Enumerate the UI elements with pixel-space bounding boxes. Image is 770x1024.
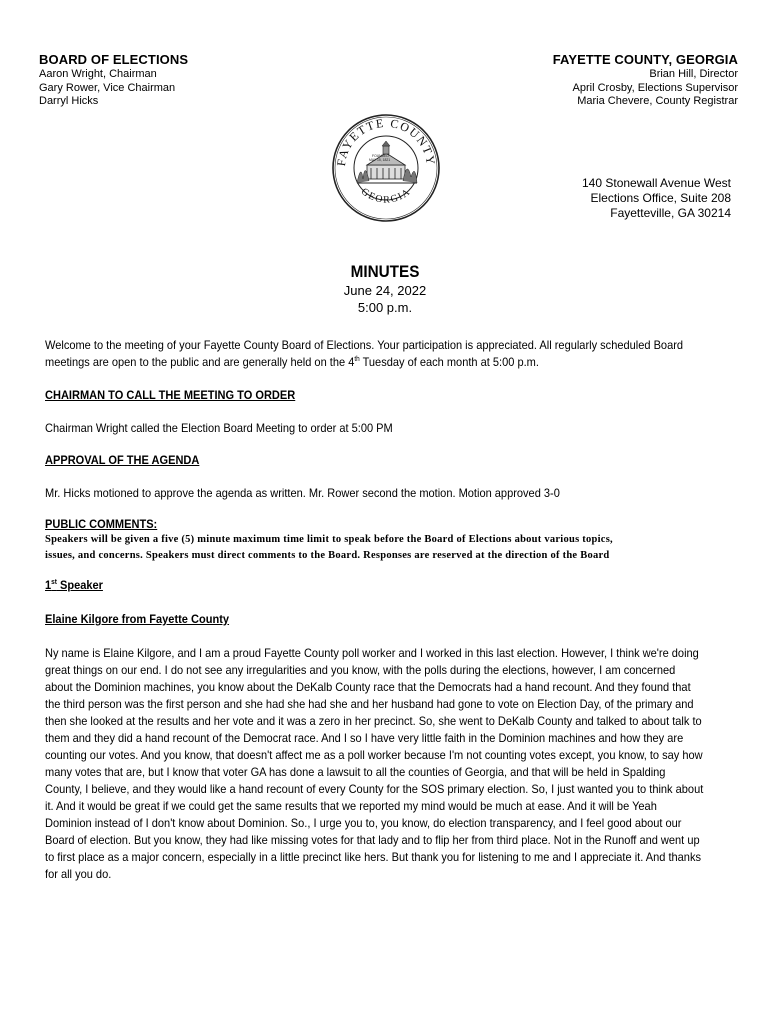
courthouse-icon	[357, 141, 417, 183]
call-to-order-text-wrap	[45, 420, 423, 437]
public-comments-section	[45, 516, 613, 564]
board-member: Darryl Hicks	[39, 95, 99, 107]
welcome-line	[45, 354, 715, 371]
office-address	[582, 176, 731, 221]
seal-top-text: FAYETTE COUNTY	[333, 115, 439, 167]
board-header	[39, 52, 188, 109]
document-title: MINUTES	[350, 262, 420, 281]
meeting-date: June 24, 2022	[343, 283, 427, 298]
section-heading: PUBLIC COMMENTS:	[45, 517, 158, 531]
speaker-name: Elaine Kilgore from Fayette County	[45, 612, 230, 626]
seal-bottom-text: GEORGIA	[358, 186, 414, 206]
speaker-comment	[45, 645, 715, 883]
comment-line: about the Dominion machines, you know about the DeKalb County race that the Democrats had a hand recount. And they found that	[45, 680, 691, 694]
comment-line: Board of election. But you know, they had like missing votes for that lady and to flip her from third place. Not in the Runoff and went up	[45, 833, 700, 847]
welcome-line: Welcome to the meeting of your Fayette County Board of Elections. Your participation is appreciated. All regularly scheduled Board	[45, 338, 684, 352]
comment-line: Dominion instead of I don't know about Dominion. So., I urge you to, you know, do election transparency, and I feel good about our	[45, 816, 682, 830]
section-heading: CHAIRMAN TO CALL THE MEETING TO ORDER	[45, 388, 296, 402]
board-member-vice-chairman: Gary Rower, Vice Chairman	[39, 81, 176, 94]
seal-founded-date: MAY 15, 1821	[369, 158, 391, 162]
comment-line: for all you do.	[45, 867, 112, 881]
speaker-name-section	[45, 611, 245, 628]
comment-line: it. And it would be great if we could get the same results that we reported my mind would be much at ease. And it will be Yeah	[45, 799, 657, 813]
address-city: Fayetteville, GA 30214	[610, 206, 731, 220]
ordinal-suffix: st	[51, 579, 57, 586]
staff-registrar: Maria Chevere, County Registrar	[577, 95, 738, 107]
staff-supervisor: April Crosby, Elections Supervisor	[572, 81, 738, 94]
county-title: FAYETTE COUNTY, GEORGIA	[552, 52, 738, 67]
call-to-order-text: Chairman Wright called the Election Board Meeting to order at 5:00 PM	[45, 421, 393, 435]
speaker-number	[45, 577, 108, 594]
document-title-block	[0, 262, 770, 316]
comment-line: them and they did a hand recount of the Democrat race. And I so I have very little faith in the Dominion machines and how they are	[45, 731, 684, 745]
staff-director: Brian Hill, Director	[649, 68, 738, 80]
board-title: BOARD OF ELECTIONS	[39, 52, 189, 67]
public-comments-note: issues, and concerns. Speakers must direct comments to the Board. Responses are reserved at the direction of the Board	[45, 550, 610, 561]
comment-line: great things on our end. I do not see any irregularities and you know, with the polls during the elections, however, I am concerned	[45, 663, 676, 677]
agenda-text: Mr. Hicks motioned to approve the agenda as written. Mr. Rower second the motion. Motion approved 3-0	[45, 486, 560, 500]
county-seal	[331, 113, 441, 223]
comment-line: Ny name is Elaine Kilgore, and I am a proud Fayette County poll worker and I worked in this last election. However, I think we're doing	[45, 646, 699, 660]
speaker-ordinal: 1	[45, 578, 52, 592]
comment-line: the third person was the first person and she had she had she and her husband had gone to vote on Election Day, of the primary and	[45, 697, 694, 711]
county-header	[553, 52, 738, 109]
comment-line: County, I believe, and they would like a hand recount of every County for the SOS primary election. So, I just wanted you to think about	[45, 782, 704, 796]
meeting-time: 5:00 p.m.	[357, 300, 413, 315]
comment-line: then she looked at the results and her vote and it was a zero in her precinct. So, she went to DeKalb County and talked to about talk to	[45, 714, 702, 728]
address-street: 140 Stonewall Avenue West	[582, 176, 731, 190]
speaker-heading	[45, 577, 108, 594]
ordinal-suffix: th	[354, 356, 360, 363]
board-member-chairman: Aaron Wright, Chairman	[39, 68, 157, 80]
welcome-text: meetings are open to the public and are generally held on the 4	[45, 355, 355, 369]
agenda-section	[45, 452, 213, 469]
comment-line: many votes that are, but I know that voter GA has done a lawsuit to all the counties of Georgia, and that will be held in Spalding	[45, 765, 666, 779]
speaker-label: Speaker	[56, 578, 103, 592]
svg-text:GEORGIA	[359, 186, 413, 206]
seal-founded-text: FOUNDED	[372, 154, 389, 158]
address-suite: Elections Office, Suite 208	[590, 191, 731, 205]
agenda-text-wrap	[45, 485, 605, 502]
comment-line: counting our votes. And you know, that doesn't affect me as a poll worker because I'm not counting votes except, you know, to say how	[45, 748, 703, 762]
welcome-paragraph	[45, 337, 715, 371]
section-heading: APPROVAL OF THE AGENDA	[45, 453, 200, 467]
welcome-text: Tuesday of each month at 5:00 p.m.	[359, 355, 539, 369]
public-comments-note: Speakers will be given a five (5) minute maximum time limit to speak before the Board of Elections about various topics,	[45, 534, 613, 545]
comment-line: to first place as a major concern, especially in a little precinct like hers. But thank you for listening to me and I appreciate it. And thanks	[45, 850, 702, 864]
call-to-order-section	[45, 387, 317, 404]
